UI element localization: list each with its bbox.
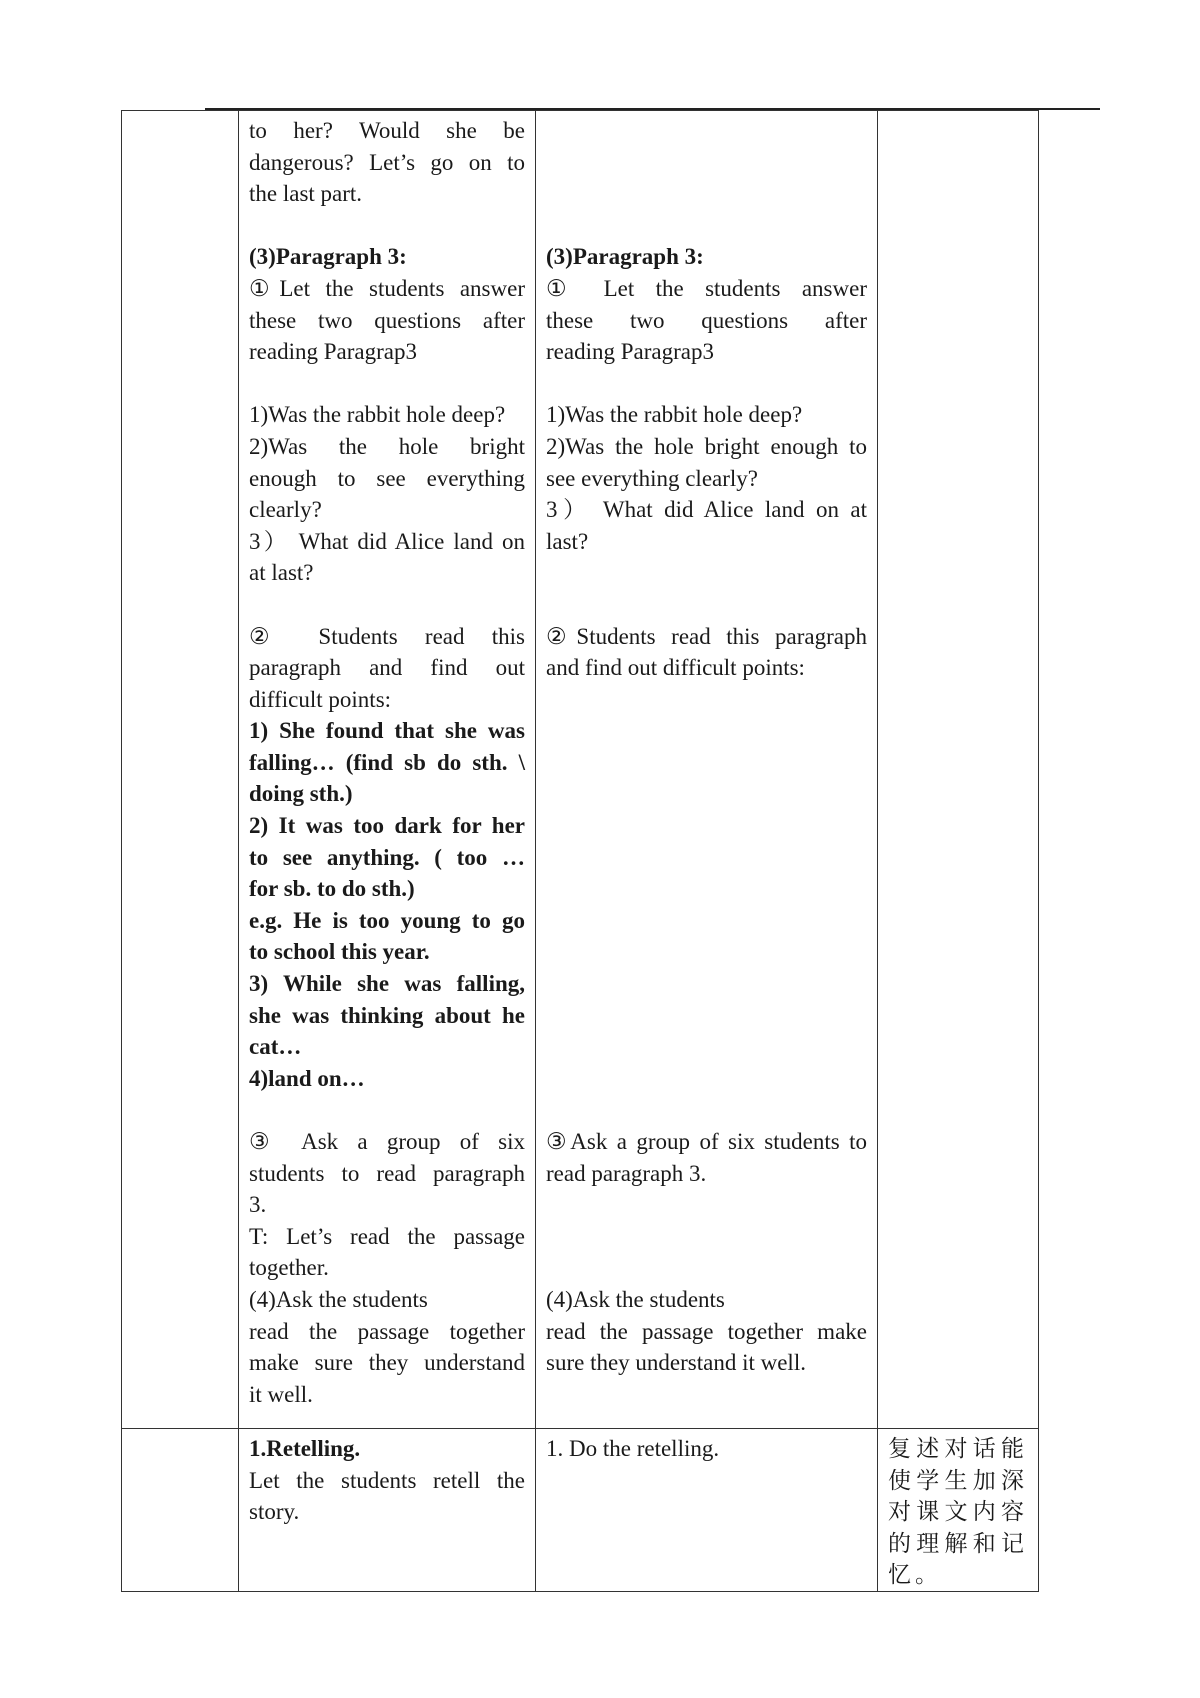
text-line bbox=[249, 1094, 525, 1126]
text-line bbox=[546, 115, 867, 147]
text-line: ②Students read this paragraph bbox=[546, 623, 867, 649]
text-line: dangerous? Let’s go on to bbox=[249, 149, 525, 175]
text-line: to her? Would she be bbox=[249, 118, 525, 143]
text-line bbox=[546, 1000, 867, 1032]
text-line bbox=[249, 210, 525, 242]
text-line: 1) She found that she was bbox=[249, 718, 525, 744]
text-line: clearly? bbox=[249, 497, 322, 523]
purpose-cell bbox=[878, 1429, 1039, 1592]
text-line: the last part. bbox=[249, 181, 363, 207]
text-line: falling… (find sb do sth. \ bbox=[249, 749, 525, 775]
text-line bbox=[546, 1031, 867, 1063]
text-line: to school this year. bbox=[249, 939, 430, 965]
text-line: 3） What did Alice land on at bbox=[546, 497, 867, 523]
student-activity-cell bbox=[536, 1429, 878, 1592]
text-line bbox=[546, 873, 867, 905]
text-line: read the passage together make bbox=[546, 1318, 867, 1344]
text-line: these two questions after bbox=[249, 307, 525, 333]
text-line bbox=[546, 368, 867, 400]
text-line bbox=[546, 968, 867, 1000]
table-row bbox=[122, 111, 1039, 1429]
text-line: 3) While she was falling, bbox=[249, 971, 525, 997]
text-line: ①Let the students answer bbox=[249, 275, 525, 301]
text-line: 忆。 bbox=[888, 1562, 942, 1588]
text-line: together. bbox=[249, 1255, 329, 1281]
text-line: sure they understand it well. bbox=[546, 1350, 806, 1376]
text-line: ③ Ask a group of six bbox=[249, 1129, 525, 1154]
text-line bbox=[546, 178, 867, 210]
text-line bbox=[546, 1252, 867, 1284]
text-line: T: Let’s read the passage bbox=[249, 1223, 525, 1249]
text-line: enough to see everything bbox=[249, 465, 525, 491]
lesson-plan-table bbox=[121, 110, 1039, 1592]
text-line: 2)Was the hole bright bbox=[249, 433, 525, 459]
text-line bbox=[546, 778, 867, 810]
text-line: last? bbox=[546, 528, 589, 554]
text-line bbox=[546, 936, 867, 968]
text-line bbox=[546, 842, 867, 874]
text-line: (4)Ask the students bbox=[249, 1286, 428, 1312]
text-line: (3)Paragraph 3: bbox=[249, 244, 407, 270]
text-line bbox=[546, 684, 867, 716]
text-line: make sure they understand bbox=[249, 1350, 525, 1376]
teacher-activity-cell bbox=[239, 111, 536, 1429]
text-line: e.g. He is too young to go bbox=[249, 907, 525, 933]
text-line: 3） What did Alice land on bbox=[249, 528, 525, 554]
text-line: 2)Was the hole bright enough to bbox=[546, 433, 867, 459]
text-line: 对课文内容 bbox=[888, 1499, 1028, 1525]
text-line bbox=[546, 1189, 867, 1221]
text-line: read paragraph 3. bbox=[546, 1160, 707, 1186]
text-line: 1. Do the retelling. bbox=[546, 1436, 720, 1461]
teacher-activity-cell bbox=[239, 1429, 536, 1592]
text-line bbox=[249, 589, 525, 621]
text-line: (3)Paragraph 3: bbox=[546, 244, 704, 270]
text-line: 的理解和记 bbox=[888, 1530, 1028, 1556]
stage-cell bbox=[122, 111, 239, 1429]
text-line: and find out difficult points: bbox=[546, 655, 805, 681]
text-line: it well. bbox=[249, 1381, 313, 1407]
text-line: read the passage together bbox=[249, 1318, 525, 1344]
text-line: to see anything. ( too … bbox=[249, 844, 525, 870]
text-line: ① Let the students answer bbox=[546, 275, 867, 301]
text-line: at last? bbox=[249, 560, 314, 586]
text-line: she was thinking about he bbox=[249, 1002, 525, 1028]
stage-cell bbox=[122, 1429, 239, 1592]
text-line bbox=[249, 368, 525, 400]
text-line: reading Paragrap3 bbox=[249, 339, 417, 365]
text-line: reading Paragrap3 bbox=[546, 339, 714, 365]
text-line bbox=[546, 589, 867, 621]
text-line bbox=[546, 1221, 867, 1253]
text-line: 复述对话能 bbox=[888, 1436, 1028, 1461]
text-line bbox=[546, 1094, 867, 1126]
text-line: (4)Ask the students bbox=[546, 1286, 725, 1312]
text-line: these two questions after bbox=[546, 307, 867, 333]
text-line: paragraph and find out bbox=[249, 655, 525, 681]
purpose-cell bbox=[878, 111, 1039, 1429]
text-line: 1)Was the rabbit hole deep? bbox=[249, 402, 506, 428]
text-line: cat… bbox=[249, 1034, 302, 1060]
text-line bbox=[546, 557, 867, 589]
text-line: ② Students read this bbox=[249, 623, 525, 649]
text-line: 3. bbox=[249, 1192, 267, 1218]
text-line bbox=[546, 905, 867, 937]
text-line: for sb. to do sth.) bbox=[249, 876, 415, 902]
text-line: Let the students retell the bbox=[249, 1467, 525, 1493]
text-line bbox=[546, 1063, 867, 1095]
student-activity-cell bbox=[536, 111, 878, 1429]
text-line bbox=[546, 747, 867, 779]
text-line: students to read paragraph bbox=[249, 1160, 525, 1186]
text-line bbox=[546, 715, 867, 747]
text-line: 1.Retelling. bbox=[249, 1436, 361, 1461]
text-line: 1)Was the rabbit hole deep? bbox=[546, 402, 803, 428]
text-line: see everything clearly? bbox=[546, 465, 758, 491]
table-row bbox=[122, 1429, 1039, 1592]
text-line: 使学生加深 bbox=[888, 1467, 1028, 1493]
text-line: story. bbox=[249, 1499, 300, 1525]
text-line: doing sth.) bbox=[249, 781, 353, 807]
text-line: ③Ask a group of six students to bbox=[546, 1129, 867, 1154]
text-line: difficult points: bbox=[249, 686, 392, 712]
text-line bbox=[546, 210, 867, 242]
text-line bbox=[546, 810, 867, 842]
text-line bbox=[546, 147, 867, 179]
text-line: 4)land on… bbox=[249, 1065, 365, 1091]
text-line: 2) It was too dark for her bbox=[249, 813, 525, 839]
